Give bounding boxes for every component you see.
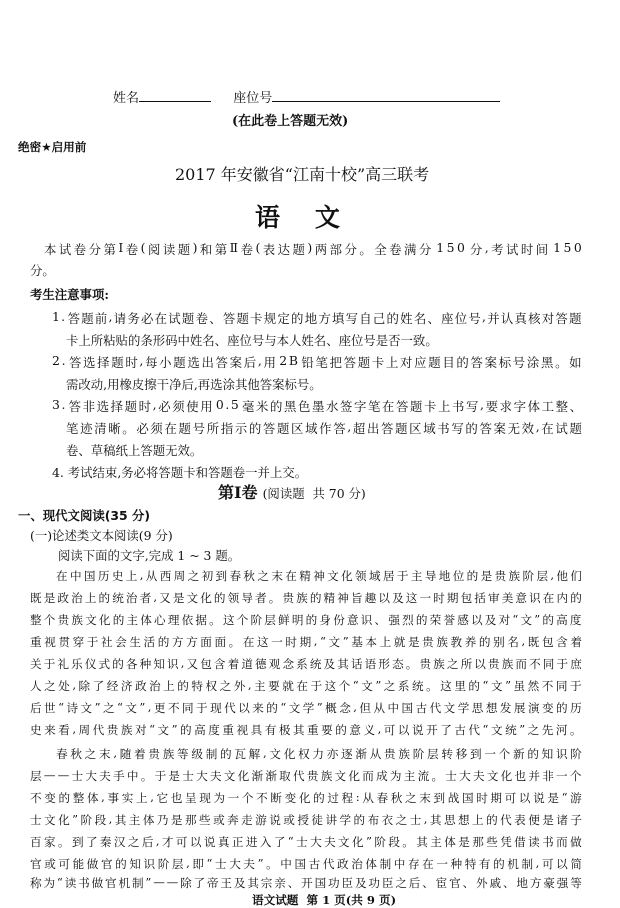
passage-p2-line-5: 百 家 。 到 了 秦 汉 之 后 , 才 可 以 说 真 正 进 入 了 “ 士 大 夫 文 化 ” 阶 段 。 其 主 体 是 那 些 凭 借 读 书 而 做 (30, 834, 582, 849)
part-label: 第Ⅰ卷 (218, 483, 258, 502)
notice-3-line-2: 笔 迹 清 晰 。 必 须 在 题 号 所 指 示 的 答 题 区 域 作 答 , 超 出 答 题 区 域 书 写 的 答 案 无 效 , 在 试 题 (66, 419, 582, 436)
section-1-subtitle: (一)论述类文本阅读(9 分) (30, 528, 173, 543)
invalid-note: (在此卷上答题无效) (232, 114, 349, 129)
passage-p2-line-1: 春 秋 之 末 , 随 着 贵 族 等 级 制 的 瓦 解 , 文 化 权 力 亦 逐 渐 从 贵 族 阶 层 转 移 到 一 个 新 的 知 识 阶 (56, 746, 582, 761)
exam-title: 2017 年安徽省“江南十校”高三联考 (175, 165, 430, 184)
passage-p2-line-2: 层 — — 士 大 夫 手 中 。 于 是 士 大 夫 文 化 渐 渐 取 代 贵 族 文 化 而 成 为 主 流 。 士 大 夫 文 化 也 并 非 一 个 (30, 768, 582, 783)
name-row (113, 87, 500, 106)
part-sub: (阅读题 共 70 分) (262, 486, 366, 501)
passage-p1-line-1: 在 中 国 历 史 上 , 从 西 周 之 初 到 春 秋 之 末 在 精 神 文 化 领 域 居 于 主 导 地 位 的 是 贵 族 阶 层 , 他 们 (56, 568, 582, 583)
name-label: 姓名 (113, 91, 140, 106)
passage-p1-line-5: 关 于 礼 乐 仪 式 的 各 种 知 识 , 又 包 含 着 道 德 观 念 系 统 及 其 话 语 形 态 。 贵 族 之 所 以 贵 族 而 不 同 于 庶 (30, 656, 582, 671)
notice-3-line-1: 3 . 答 非 选 择 题 时 , 必 须 使 用 0 . 5 毫 米 的 黑 色 墨 水 签 字 笔 在 答 题 卡 上 书 写 , 要 求 字 体 工 整 、 (52, 397, 582, 414)
page-footer: 语文试题 第 1 页(共 9 页) (252, 893, 397, 907)
passage-p1-line-4: 重 视 贯 穿 于 社 会 生 活 的 方 方 面 面 。 在 这 一 时 期 , “ 文 ” 基 本 上 就 是 贵 族 教 养 的 别 名 , 既 包 含 着 (30, 634, 582, 649)
section-1-title: 一、现代文阅读(35 分) (18, 508, 151, 523)
passage-p1-line-6: 人 之 处 , 除 了 经 济 政 治 上 的 特 权 之 外 , 主 要 就 在 于 这 个 “ 文 ” 之 系 统 。 这 里 的 “ 文 ” 虽 然 不 同 于 (30, 678, 582, 693)
passage-p2-line-7: 称 为 “ 读 书 做 官 机 制 ” — — 除 了 帝 王 及 其 宗 亲 、 开 国 功 臣 及 功 臣 之 后 、 宦 官 、 外 戚 、 地 方 豪 强 等 (30, 875, 582, 890)
passage-p1-line-8: 史 来 看 , 周 代 贵 族 对 “ 文 ” 的 高 度 重 视 具 有 极 其 重 要 的 意 义 , 可 以 说 开 了 古 代 “ 文 统 ” 之 先 河 。 (30, 722, 582, 737)
notice-1-line-1: 1 . 答 题 前 , 请 务 必 在 试 题 卷 、 答 题 卡 规 定 的 地 方 填 写 自 己 的 姓 名 、 座 位 号 , 并 认 真 核 对 答 题 (52, 309, 582, 326)
passage-p2-line-3: 不 变 的 整 体 , 事 实 上 , 它 也 呈 现 为 一 个 不 断 变 化 的 过 程 : 从 春 秋 之 末 到 战 国 时 期 可 以 说 是 “ 游 (30, 790, 582, 805)
notice-1-line-2: 卡上所粘贴的条形码中姓名、座位号与本人姓名、座位号是否一致。 (66, 333, 438, 348)
passage-p1-line-7: 后 世 “ 诗 文 ” 之 “ 文 ” , 更 不 同 于 现 代 以 来 的 “ 文 学 ” 概 念 , 但 从 中 国 古 代 文 学 思 想 发 展 演 变 的 历 (30, 700, 582, 715)
subject-title: 语 文 (255, 203, 340, 232)
reading-instruction: 阅读下面的文字,完成 1 ~ 3 题。 (58, 548, 241, 563)
passage-p2-line-6: 官 或 可 能 做 官 的 知 识 阶 层 , 即 “ 士 大 夫 ” 。 中 国 古 代 政 治 体 制 中 存 在 一 种 特 有 的 机 制 , 可 以 简 (30, 856, 582, 871)
intro-line-2: 分。 (30, 263, 55, 278)
notice-title: 考生注意事项: (30, 287, 109, 302)
seat-blank (272, 89, 500, 102)
notice-2-line-2: 需改动,用橡皮擦干净后,再选涂其他答案标号。 (66, 377, 322, 392)
notice-2-line-1: 2 . 答 选 择 题 时 , 每 小 题 选 出 答 案 后 , 用 2 B 铅 笔 把 答 题 卡 上 对 应 题 目 的 答 案 标 号 涂 黑 。 如 (52, 353, 582, 370)
name-blank (139, 89, 211, 102)
passage-p1-line-2: 既 是 政 治 上 的 统 治 者 , 又 是 文 化 的 领 导 者 。 贵 族 的 精 神 旨 趣 以 及 这 一 时 期 包 括 审 美 意 识 在 内 的 (30, 590, 582, 605)
notice-3-line-3: 卷、草稿纸上答题无效。 (66, 443, 203, 458)
secret-mark: 绝密★启用前 (18, 140, 87, 154)
intro-line-1: 本 试 卷 分 第 Ⅰ 卷 ( 阅 读 题 ) 和 第 Ⅱ 卷 ( 表 达 题 ) 两 部 分 。 全 卷 满 分 1 5 0 分 , 考 试 时 间 1 5 0 (44, 240, 582, 257)
passage-p1-line-3: 整 个 贵 族 文 化 的 主 体 心 理 依 据 。 这 个 阶 层 鲜 明 的 身 份 意 识 、 强 烈 的 荣 誉 感 以 及 对 “ 文 ” 的 高 度 (30, 612, 582, 627)
notice-4-line-1: 4. 考试结束,务必将答题卡和答题卷一并上交。 (52, 465, 308, 480)
seat-label: 座位号 (233, 91, 273, 106)
passage-p2-line-4: 士 文 化 ” 阶 段 , 其 主 体 乃 是 那 些 或 奔 走 游 说 或 授 徒 讲 学 的 布 衣 之 士 , 其 思 想 上 的 代 表 便 是 诸 子 (30, 812, 582, 827)
part-heading (218, 480, 366, 503)
